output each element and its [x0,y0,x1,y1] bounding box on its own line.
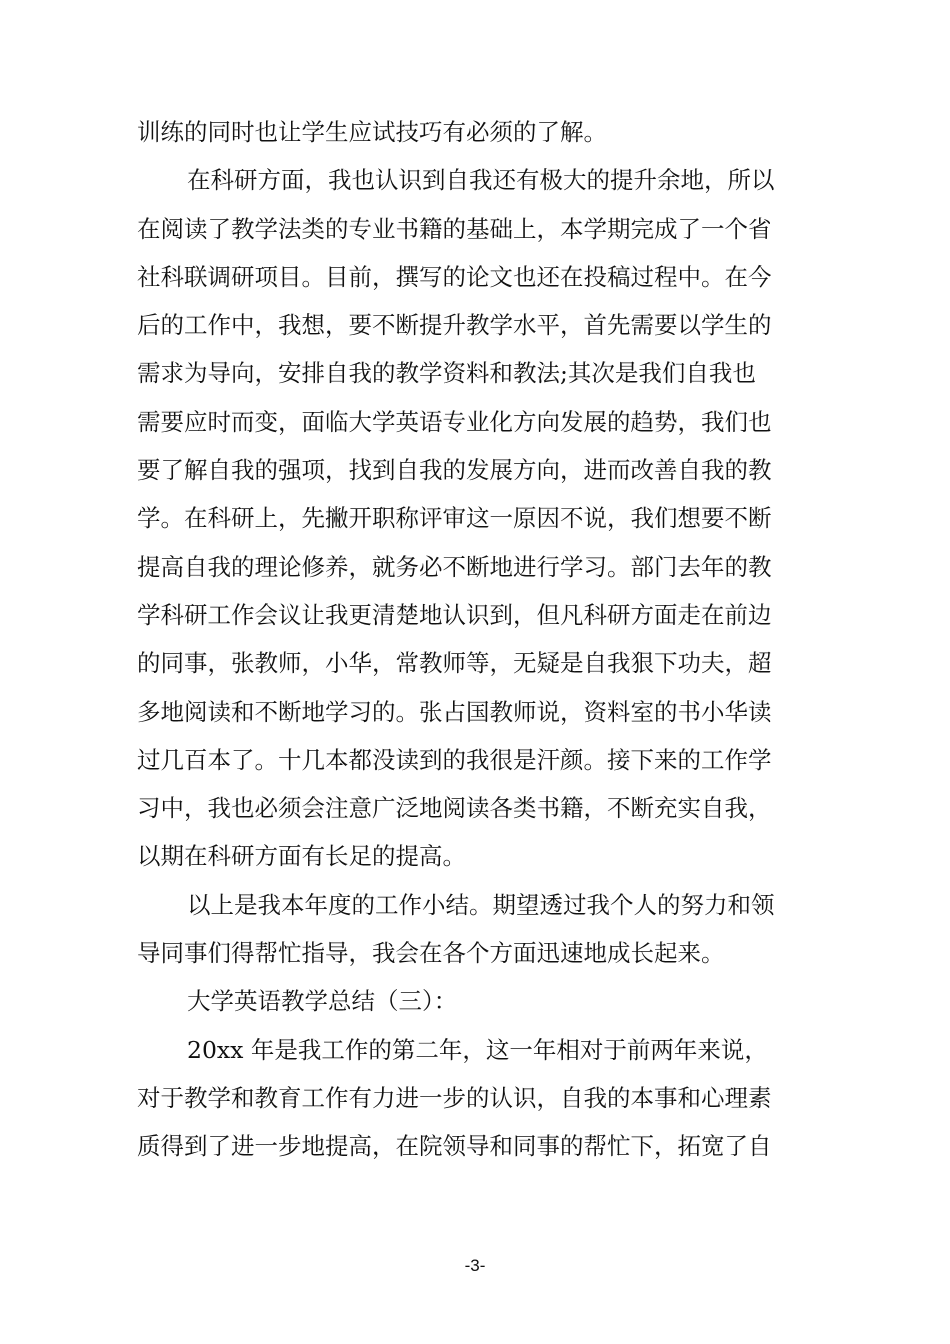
text-line: 学科研工作会议让我更清楚地认识到，但凡科研方面走在前边 [137,600,772,629]
page-number: -3- [464,1256,486,1275]
text-line: 的同事，张教师，小华，常教师等，无疑是自我狠下功夫，超 [137,649,772,678]
text-line: 在阅读了教学法类的专业书籍的基础上，本学期完成了一个省 [137,214,772,243]
body-text [137,108,827,1171]
text-line: 导同事们得帮忙指导，我会在各个方面迅速地成长起来。 [137,939,725,968]
text-line: 在科研方面，我也认识到自我还有极大的提升余地，所以 [187,166,775,195]
text-line: 社科联调研项目。目前，撰写的论文也还在投稿过程中。在今 [137,262,772,291]
text-line: 要了解自我的强项，找到自我的发展方向，进而改善自我的教 [137,456,772,485]
text-line: 需要应时而变，面临大学英语专业化方向发展的趋势，我们也 [137,407,772,436]
text-line: 训练的同时也让学生应试技巧有必须的了解。 [137,118,607,146]
text-line: 大学英语教学总结（三）： [187,987,458,1016]
text-line: 提高自我的理论修养，就务必不断地进行学习。部门去年的教 [137,552,772,581]
text-line: 以期在科研方面有长足的提高。 [137,842,466,871]
text-line: 学。在科研上，先撇开职称评审这一原因不说，我们想要不断 [137,504,772,533]
text-line: 20xx 年是我工作的第二年，这一年相对于前两年来说， [187,1035,768,1064]
text-line: 习中，我也必须会注意广泛地阅读各类书籍，不断充实自我， [137,794,772,823]
text-line: 多地阅读和不断地学习的。张占国教师说，资料室的书小华读 [137,697,772,726]
text-line: 对于教学和教育工作有力进一步的认识，自我的本事和心理素 [137,1083,772,1112]
text-line: 过几百本了。十几本都没读到的我很是汗颜。接下来的工作学 [137,745,772,774]
text-line: 后的工作中，我想，要不断提升教学水平，首先需要以学生的 [137,311,772,340]
text-line: 以上是我本年度的工作小结。期望透过我个人的努力和领 [187,890,775,919]
text-line: 质得到了进一步地提高，在院领导和同事的帮忙下，拓宽了自 [137,1132,772,1161]
text-line: 需求为导向，安排自我的教学资料和教法;其次是我们自我也 [137,359,756,388]
